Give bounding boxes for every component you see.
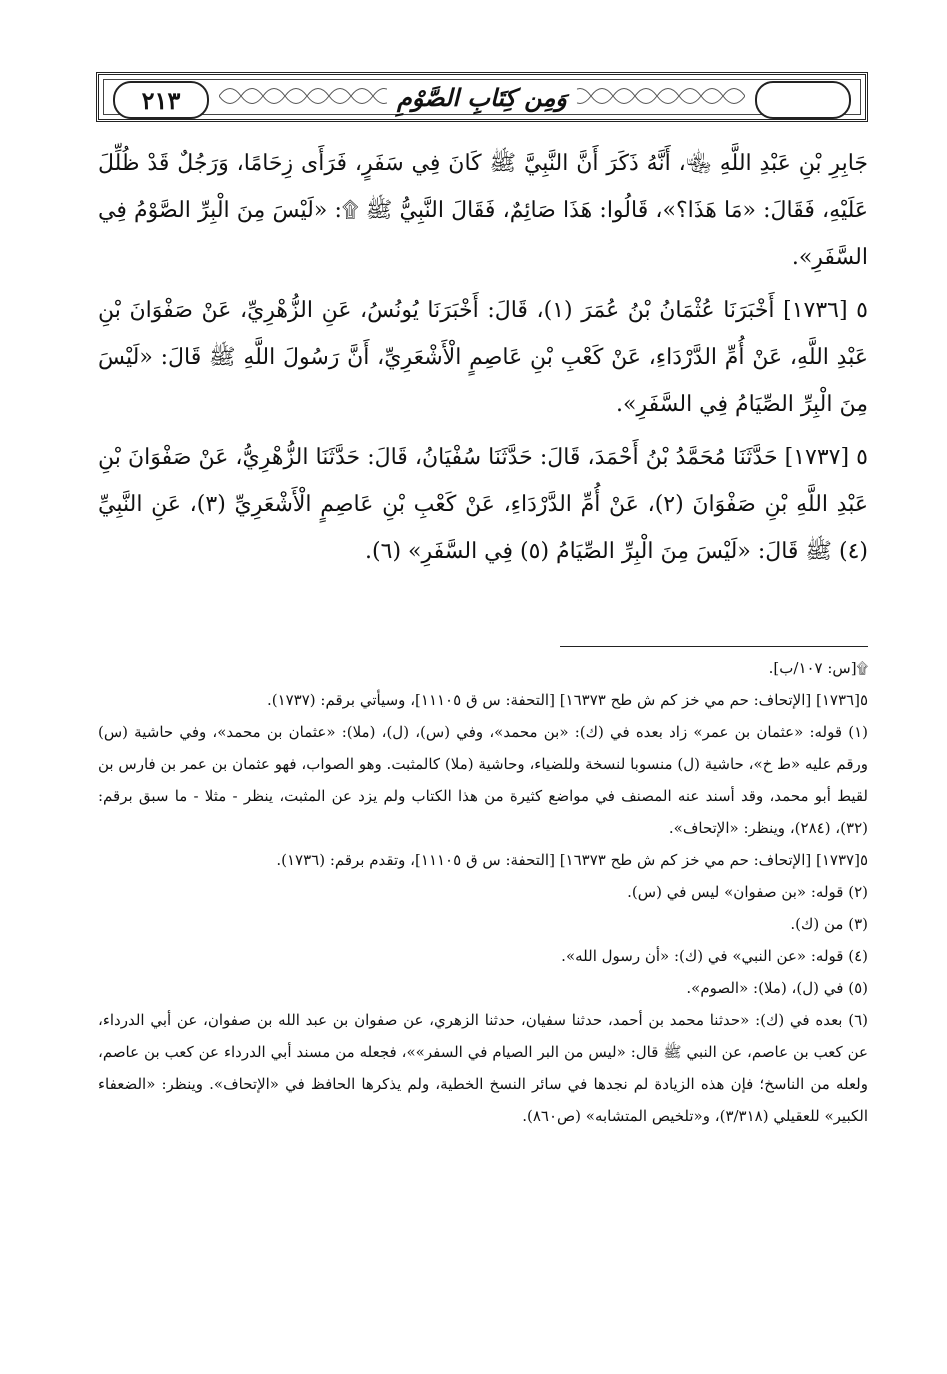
footnote-1: (١) قوله: «عثمان بن عمر» زاد بعده في (ك): «بن محمد»، وفي (س)، (ل)، (ملا): «عثمان بن محمد»، وفي حاشية (س) ورقم عليه «ط خ»، حاشية (ل) منسوبا لنسخة وللضياء، وحاشية (ملا) كالمثبت. وهو الصواب، فهو عثمان بن عمر بن فارس بن لقيط أبو محمد، وقد أسند عنه المصنف في مواضع كثيرة من هذا الكتاب ولم يزد عن المثبت، ينظر - مثلا - ما سبق برقم: (٣٢)، (٢٨٤)، وينظر: «الإتحاف». bbox=[98, 723, 868, 837]
footnote-4: (٤) قوله: «عن النبي» في (ك): «أن رسول الله». bbox=[561, 947, 868, 965]
hadith-paragraph-1736: ٥ [١٧٣٦] أَخْبَرَنَا عُثْمَانُ بْنُ عُمَرَ (١)، قَالَ: أَخْبَرَنَا يُونُسُ، عَنِ الزُّهْرِيِّ، عَنْ صَفْوَانَ بْنِ عَبْدِ اللَّهِ، عَنْ أُمِّ الدَّرْدَاءِ، عَنْ كَعْبِ بْنِ عَاصِمٍ الْأَشْعَرِيِّ، أَنَّ رَسُولَ اللَّهِ ﷺ قَالَ: «لَيْسَ مِنَ الْبِرِّ الصِّيَامُ فِي السَّفَرِ». bbox=[98, 298, 868, 417]
main-text bbox=[98, 140, 868, 581]
footnote-6: (٦) بعده في (ك): «حدثنا محمد بن أحمد، حدثنا سفيان، حدثنا الزهري، عن صفوان بن عبد الله بن صفوان، عن أبي الدرداء، عن كعب بن عاصم، عن النبي ﷺ قال: «ليس من البر الصيام في السفر»»، فجعله من مسند أبي الدرداء عن كعب بن عاصم، ولعله من الناسخ؛ فإن هذه الزيادة لم نجدها في سائر النسخ الخطية، ولم يذكرها الحافظ في «الإتحاف». وينظر: «الضعفاء الكبير» للعقيلي (٣/٣١٨)، و«تلخيص المتشابه» (ص٨٦٠). bbox=[98, 1011, 868, 1125]
footnote-marker-note: ۩[س: ١٠٧/ب]. bbox=[768, 659, 868, 677]
footnote-takhrij-1737: ٥[١٧٣٧] [الإتحاف: حم مي خز كم ش طح ١٦٣٧٣] [التحفة: س ق ١١١٠٥]، وتقدم برقم: (١٧٣٦). bbox=[276, 851, 868, 869]
footnote-5: (٥) في (ل)، (ملا): «الصوم». bbox=[686, 979, 868, 997]
hadith-paragraph-1737: ٥ [١٧٣٧] حَدَّثَنَا مُحَمَّدُ بْنُ أَحْمَدَ، قَالَ: حَدَّثَنَا سُفْيَانُ، قَالَ: حَدَّثَنَا الزُّهْرِيُّ، عَنْ صَفْوَانَ بْنِ عَبْدِ اللَّهِ بْنِ صَفْوَانَ (٢)، عَنْ أُمِّ الدَّرْدَاءِ، عَنْ كَعْبِ بْنِ عَاصِمٍ الْأَشْعَرِيِّ (٣)، عَنِ النَّبِيِّ (٤) ﷺ قَالَ: «لَيْسَ مِنَ الْبِرِّ الصِّيَامُ (٥) فِي السَّفَرِ» (٦). bbox=[98, 445, 868, 564]
footnote-3: (٣) من (ك). bbox=[790, 915, 868, 933]
footnotes bbox=[98, 652, 868, 1132]
footnote-takhrij-1736: ٥[١٧٣٦] [الإتحاف: حم مي خز كم ش طح ١٦٣٧٣] [التحفة: س ق ١١١٠٥]، وسيأتي برقم: (١٧٣٧). bbox=[266, 691, 868, 709]
chapter-title: وَمِن كِتَابِ الصَّوْمِ bbox=[387, 83, 577, 112]
footnote-separator bbox=[560, 646, 868, 647]
book-seal-logo bbox=[755, 81, 851, 119]
page-number: ٢١٣ bbox=[113, 81, 209, 119]
hadith-paragraph-1: جَابِرِ بْنِ عَبْدِ اللَّهِ ﵄، أَنَّهُ ذَكَرَ أَنَّ النَّبِيَّ ﷺ كَانَ فِي سَفَرٍ، فَرَأَى زِحَامًا، وَرَجُلٌ قَدْ ظُلِّلَ عَلَيْهِ، فَقَالَ: «مَا هَذَا؟»، قَالُوا: هَذَا صَائِمٌ، فَقَالَ النَّبِيُّ ﷺ ۩: «لَيْسَ مِنَ الْبِرِّ الصَّوْمُ فِي السَّفَرِ». bbox=[98, 151, 868, 270]
page-header bbox=[96, 72, 868, 122]
footnote-2: (٢) قوله: «بن صفوان» ليس في (س). bbox=[627, 883, 868, 901]
